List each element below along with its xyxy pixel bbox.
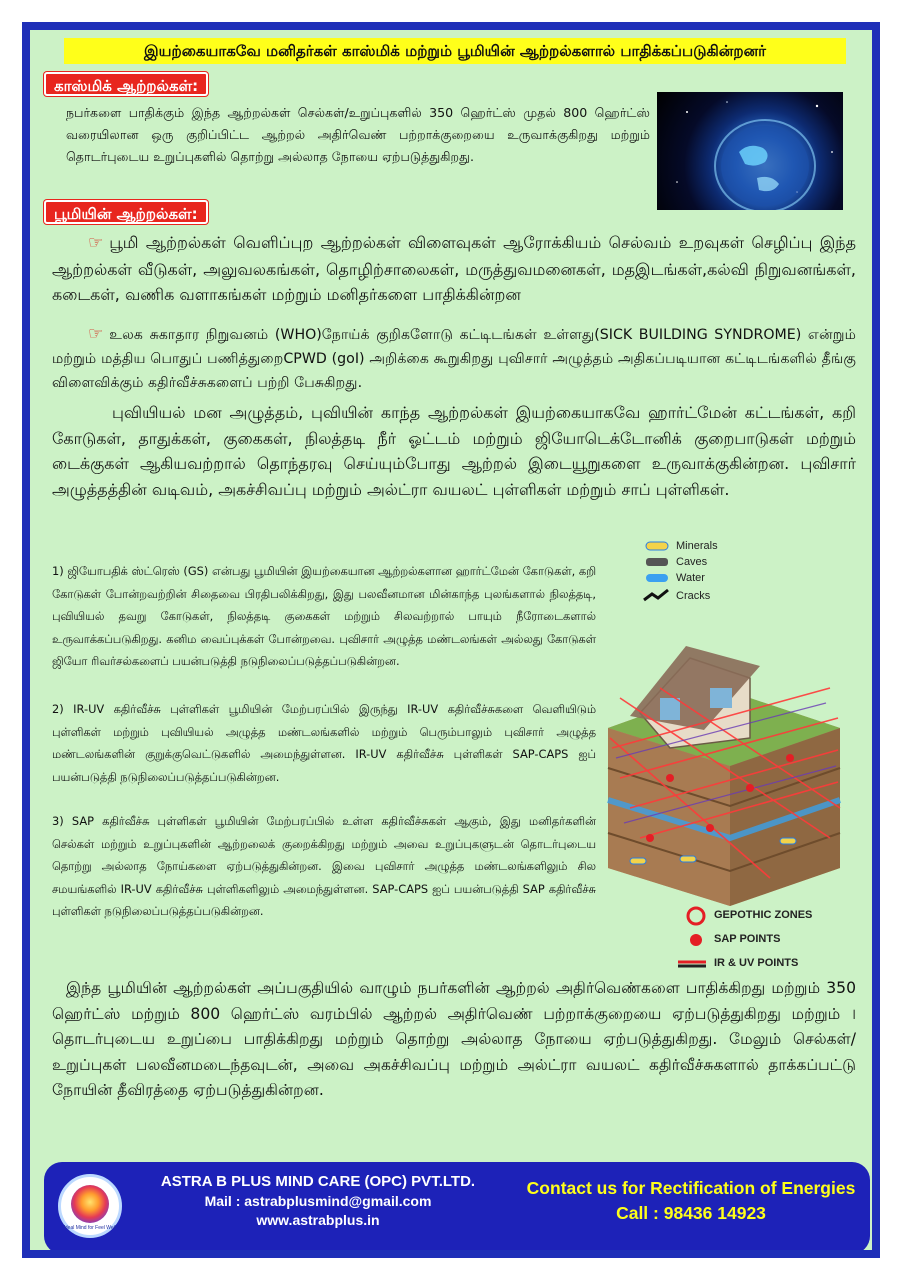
geopathic-diagram [600, 538, 850, 968]
contact-line: Contact us for Rectification of Energies [526, 1178, 856, 1198]
pointing-hand-icon: ☞ [88, 233, 104, 253]
cosmic-earth-image [657, 92, 843, 210]
point-3: 3) SAP கதிர்வீச்சு புள்ளிகள் பூமியின் மேற்பரப்பில் உள்ள கதிர்வீச்சுகள் ஆகும், இது மனிதர்களின் செல்கள் மற்றும் உறுப்புகளின் ஆற்றலைக் குறைக்கிறது மற்றும் அவை உறுப்புகளுடன் தொடர்புடைய தொற்று அல்லாத நோய்களை ஏற்படுத்துகின்றன. இவை புவிசார் அழுத்த மண்டலங்களிலும் சில சமயங்களில் IR-UV கதிர்வீச்சு புள்ளிகளிலும் அமைந்துள்ளன. SAP-CAPS ஐப் பயன்படுத்தி SAP கதிர்வீச்சு புள்ளிகள் நடுநிலைப்படுத்தப்படுகின்றன. [52, 814, 596, 919]
company-name: ASTRA B PLUS MIND CARE (OPC) PVT.LTD. [160, 1173, 476, 1190]
point-2: 2) IR-UV கதிர்வீச்சு புள்ளிகள் பூமியின் மேற்பரப்பில் இருந்து IR-UV கதிர்வீச்சுகளை வெளியிடும் புள்ளிகள் மற்றும் புவியியல் அழுத்த மண்டலங்களில் மற்றும் பெரும்பாலும் புவிசார் அழுத்த மண்டலங்களின் குறுக்குவெட்டுகளில் அமைந்துள்ளன. IR-UV கதிர்வீச்சு புள்ளிகள் SAP-CAPS ஐப் பயன்படுத்தி நடுநிலைப்படுத்தப்படுகின்றன. [52, 702, 596, 784]
company-logo [58, 1174, 122, 1238]
legend-caves: Caves [676, 556, 708, 568]
point-1: 1) ஜியோபதிக் ஸ்ட்ரெஸ் (GS) என்பது பூமியின் இயற்கையான ஆற்றல்களான ஹார்ட்மேன் கோடுகள், கறி கோடுகள் போன்றவற்றின் சிதைவை பிரதிபலிக்கிறது, இது பலவீனமான மின்காந்த புலங்களால் நிலத்தடி, புவியியல் தவறு கோடுகள், நிலத்தடி குகைகள் மற்றும் சிலவற்றால் பாயும் நீரோடைகளால் உருவாக்கப்படுகிறது. கனிம வைப்புக்கள் போன்றவை. புவிசார் அழுத்த மண்டலங்கள் அல்லது கோடுகள் ஜியோ ரிவர்சல்களைப் பயன்படுத்தி நடுநிலைப்படுத்தப்படுகின்றன. [52, 564, 596, 669]
earth-bullet-2-text: உலக சுகாதார நிறுவனம் (WHO)நோய்க் குறிகளோடு கட்டிடங்கள் உள்ளது(SICK BUILDING SYNDROME) என்றும் மற்றும் மத்திய பொதுப் பணித்துறைCPWD (goI) அறிக்கை கூறுகிறது புவிசார் அழுத்தம் அதிகப்படியான கட்டிடங்களில் தீங்கு விளைவிக்கும் கதிர்வீச்சுகளைப் பற்றி பேசுகிறது. [52, 327, 856, 391]
footer [44, 1162, 870, 1254]
logo-emblem [71, 1185, 109, 1223]
conclusion: இந்த பூமியின் ஆற்றல்கள் அப்பகுதியில் வாழும் நபர்களின் ஆற்றல் அதிர்வெண்களை பாதிக்கிறது மற்றும் 350 ஹெர்ட்ஸ் மற்றும் 800 ஹெர்ட்ஸ் வரம்பில் ஆற்றல் அதிர்வெண் பற்றாக்குறையை ஏற்படுத்துகிறது மற்றும் । தொடர்புடைய உறுப்பை பாதிக்கிறது மற்றும் தொற்று அல்லாத நோயை ஏற்படுத்துகிறது. மேலும் செல்கள்/உறுப்புகள் பலவீனமடைந்தவுடன், அவை அகச்சிவப்பு மற்றும் அல்ட்ரா வயலட் கதிர்வீச்சுகளால் தாக்கப்பட்டு நோயின் தீவிரத்தை ஏற்படுத்துகின்றன. [52, 979, 856, 1099]
earth-bullet-2 [52, 322, 856, 395]
company-website[interactable]: www.astrabplus.in [256, 1212, 380, 1228]
legend-minerals: Minerals [676, 540, 718, 552]
earth-bullet-1-text: பூமி ஆற்றல்கள் வெளிப்புற ஆற்றல்கள் விளைவுகள் ஆரோக்கியம் செல்வம் உறவுகள் செழிப்பு இந்த ஆற்றல்கள் வீடுகள், அலுவலகங்கள், தொழிற்சாலைகள், மருத்துவமனைகள், மதஇடங்கள்,கல்வி நிறுவனங்கள், கடைகள், வணிக வளாகங்கள் மற்றும் மனிதர்களை பாதிக்கின்றன [52, 233, 856, 304]
logo-tagline: Heal Mind for Feel Well [64, 1225, 116, 1231]
earth-heading: பூமியின் ஆற்றல்கள்: [44, 200, 208, 224]
legend-sap-points: SAP POINTS [714, 933, 781, 945]
page-title: இயற்கையாகவே மனிதர்கள் காஸ்மிக் மற்றும் பூமியின் ஆற்றல்களால் பாதிக்கப்படுகின்றனர் [64, 38, 846, 64]
cosmic-heading: காஸ்மிக் ஆற்றல்கள்: [44, 72, 208, 96]
legend-water: Water [676, 572, 705, 584]
legend-geopathic-zones: GEPOTHIC ZONES [714, 909, 813, 921]
pointing-hand-icon: ☞ [88, 324, 104, 344]
company-mail[interactable]: Mail : astrabplusmind@gmail.com [204, 1193, 432, 1209]
contact-info [526, 1176, 856, 1226]
call-number[interactable]: Call : 98436 14923 [616, 1203, 766, 1223]
poster-frame [22, 22, 880, 1258]
company-info [138, 1172, 498, 1230]
legend-cracks: Cracks [676, 590, 711, 602]
earth-bullet-1 [52, 230, 856, 308]
cosmic-text: நபர்களை பாதிக்கும் இந்த ஆற்றல்கள் செல்கள்/உறுப்புகளில் 350 ஹெர்ட்ஸ் முதல் 800 ஹெர்ட்ஸ் வரையிலான ஒரு குறிப்பிட்ட ஆற்றல் அதிர்வெண் பற்றாக்குறையை உருவாக்குகிறது மற்றும் தொடர்புடைய உறுப்புகளில் தொற்று அல்லாத நோயை ஏற்படுத்துகிறது. [66, 105, 650, 164]
earth-paragraph: புவியியல் மன அழுத்தம், புவியின் காந்த ஆற்றல்கள் இயற்கையாகவே ஹார்ட்மேன் கட்டங்கள், கறி கோடுகள், தாதுக்கள், குகைகள், நிலத்தடி நீர் ஓட்டம் மற்றும் ஜியோடெக்டோனிக் குறைபாடுகள் மற்றும் டைக்குகள் ஆகியவற்றால் தொந்தரவு செய்யும்போது ஆற்றல் இடையூறுகளை உருவாக்குகின்றன. புவிசார் அழுத்தத்தின் வடிவம், அகச்சிவப்பு மற்றும் அல்ட்ரா வயலட் புள்ளிகள் மற்றும் சாப் புள்ளிகள். [52, 403, 856, 499]
legend-ir-uv-points: IR & UV POINTS [714, 957, 799, 969]
